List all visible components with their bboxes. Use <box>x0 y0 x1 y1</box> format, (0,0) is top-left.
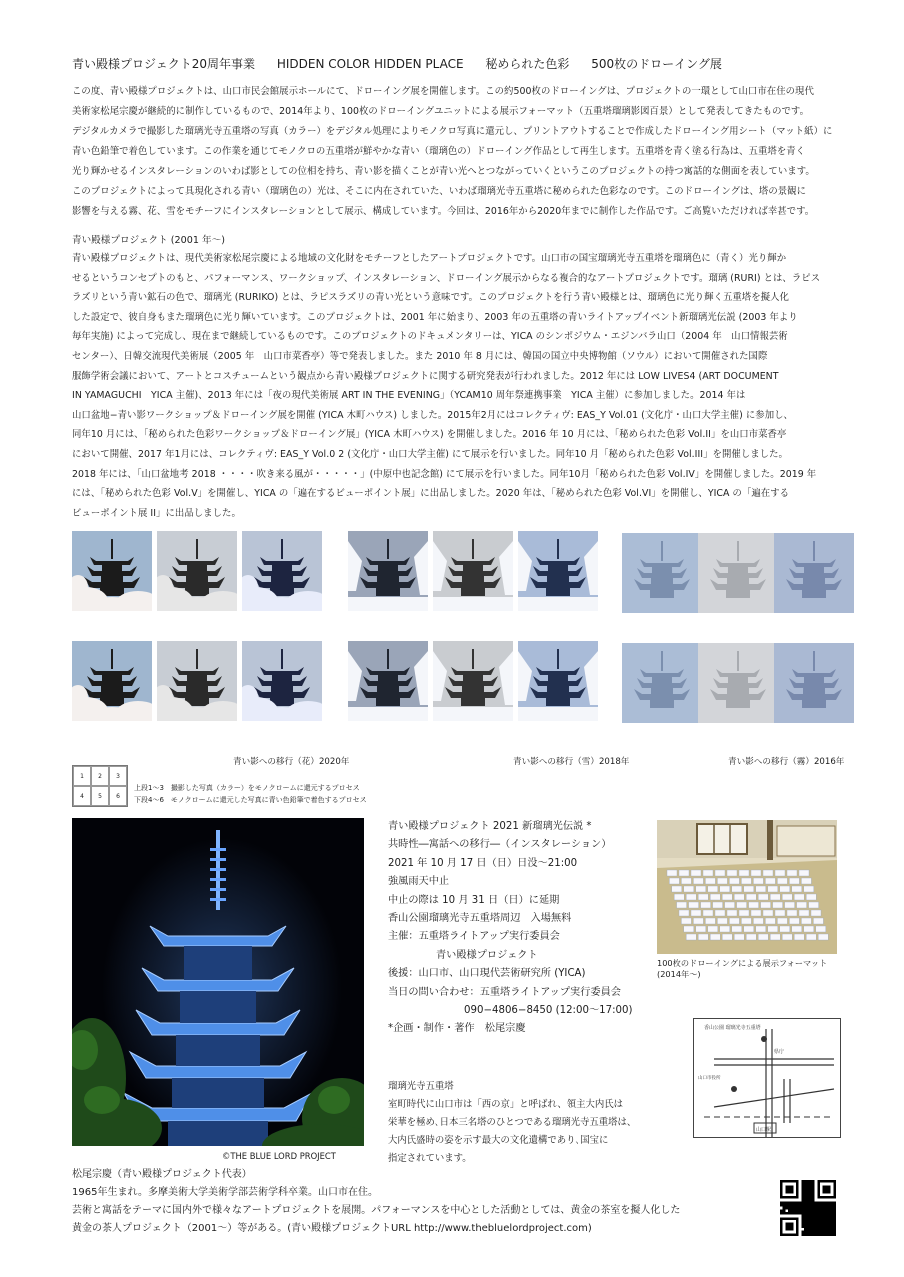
snow-photo-3 <box>518 531 598 611</box>
intro-line: デジタルカメラで撮影した瑠璃光寺五重塔の写真（カラー）をデジタル処理によりモノクロ写真に還元し、プリントアウトすることで作成したドローイング用シート（マット紙）に <box>72 126 833 137</box>
history-line: 毎年実施) によって完成し、現在まで継続しているものです。このプロジェクトのドキュメンタリーは、YICA のシンポジウム・エジンバラ山口（2004 年 山口情報芸術 <box>72 331 788 343</box>
history-line: 服飾学術会議において、アートとコスチュームという観点から青い殿様プロジェクトに関する研究発表が行われました。2012 年には LOW LIVES4 (ART DOCUMENT <box>72 370 779 382</box>
event-info <box>388 818 632 1039</box>
fog-photo-1 <box>622 533 702 613</box>
installation-caption <box>657 958 827 980</box>
flower-photo-4 <box>72 641 152 721</box>
history-line: ラズリという青い鉱石の色で、瑠璃光 (RURIKO) とは、ラピスラズリの青い光という意味です。このプロジェクトを行う青い殿様とは、瑠璃色に光り輝く五重塔を擬人化 <box>72 292 789 304</box>
caption-flower: 青い影への移行（花）2020年 <box>233 757 350 767</box>
installation-caption-line2: (2014年〜) <box>657 969 701 979</box>
event-contact: 当日の問い合わせ：五重塔ライトアップ実行委員会 <box>388 986 621 998</box>
intro-line: 美術家松尾宗慶が継続的に制作しているもので、2014年より、100枚のドローイングユニットによる展示フォーマット（五重塔瑠璃影図百景）として発表してきたものです。 <box>72 106 810 117</box>
bio-line: 芸術と寓話をテーマに国内外で様々なアートプロジェクトを展開。パフォーマンスを中心とした活動としては、黄金の茶室を擬人化した <box>72 1205 681 1216</box>
intro-line: 影響を与える霧、花、雪をモチーフにインスタレーションとして展示、構成しています。今回は、2016年から2020年までに制作した作品です。ご高覧いただければ幸甚です。 <box>72 206 815 217</box>
fog-photo-2 <box>698 533 778 613</box>
title-english: HIDDEN COLOR HIDDEN PLACE <box>276 57 464 71</box>
temple-heading: 瑠璃光寺五重塔 <box>388 1081 454 1092</box>
snow-photo-2 <box>433 531 513 611</box>
flower-photo-3 <box>242 531 322 611</box>
legend-cell: 6 <box>109 786 127 806</box>
temple-line: 大内氏盛時の姿を示す最大の文化遺構であり､国宝に <box>388 1135 609 1146</box>
event-credit: *企画・制作・著作 松尾宗慶 <box>388 1023 526 1035</box>
snow-photo-5 <box>433 641 513 721</box>
caption-snow: 青い影への移行（雪）2018年 <box>513 757 630 767</box>
artist-bio <box>72 1166 680 1238</box>
intro-line: 青い色鉛筆で着色しています。この作業を通じてモノクロの五重塔が鮮やかな青い（瑠璃色の）ドローイング作品として再生します。五重塔を青く塗る行為は、五重塔を青く <box>72 146 806 157</box>
history-line: IN YAMAGUCHI YICA 主催)、2013 年には「夜の現代美術展 ART IN THE EVENING」（YCAM10 周年祭連携事業 YICA 主催）に参加しました。2014 年は <box>72 390 746 402</box>
history-line: には、「秘められた色彩 Vol.V」を開催し、YICA の「遍在するビューポイント展」に出品しました。2020 年は、「秘められた色彩 Vol.VI」を開催し、YICA の「遍在する <box>72 488 790 500</box>
legend-cell: 3 <box>109 766 127 786</box>
legend-cell: 2 <box>91 766 109 786</box>
flower-photo-5 <box>157 641 237 721</box>
process-legend-grid <box>72 765 128 807</box>
flower-photo-1 <box>72 531 152 611</box>
history-line: センター）、日韓交流現代美術展（2005 年 山口市菜香亭）等で発表しました。また 2010 年 8 月には、韓国の国立中央博物館（ソウル）において開催された国際 <box>72 350 768 362</box>
history-line: した設定で、彼自身もまた瑠璃色に光り輝いています。このプロジェクトは、2001 年に始まり、2003 年の五重塔の青いライトアップイベント新瑠璃光伝説 (2003 年より <box>72 311 798 323</box>
history-line: において開催、2017 年1月には、コレクティヴ: EAS_Y Vol.0 2 (文化庁・山口大学主催) にて展示を行いました。同年10 月「秘められた色彩 Vol.III」を開催しました。 <box>72 448 788 460</box>
legend-cell: 1 <box>73 766 91 786</box>
snow-photo-1 <box>348 531 428 611</box>
caption-fog: 青い影への移行（霧）2016年 <box>728 757 845 767</box>
intro-line: このプロジェクトによって具現化される青い（瑠璃色の）光は、そこに内在されていた、いわば瑠璃光寺五重塔に秘められた色彩なのです。このドローイングは、塔の景観に <box>72 186 807 197</box>
event-line: 共時性―寓話への移行―（インスタレーション） <box>388 839 612 851</box>
map-label-temple: 香山公園 瑠璃光寺五重塔 <box>704 1025 761 1031</box>
night-pagoda-photo <box>72 818 364 1146</box>
event-sponsor: 後援：山口市、山口現代芸術研究所 (YICA) <box>388 968 586 980</box>
legend-notes <box>134 782 367 806</box>
event-line: 青い殿様プロジェクト 2021 新瑠璃光伝説 * <box>388 821 592 832</box>
history-line: 山口盆地−青い影ワークショップ＆ドローイング展を開催 (YICA 木町ハウス) しました。2015年2月にはコレクティヴ: EAS_Y Vol.01 (文化庁・山口大学主催) に参加し、 <box>72 409 793 421</box>
event-line: 中止の際は 10 月 31 日（日）に延期 <box>388 894 560 906</box>
history-line: 2018 年には、「山口盆地考 2018 ・・・・吹き来る風が・・・・・」(中原中也記念館) にて展示を行いました。同年10月「秘められた色彩 Vol.IV」を開催しました。2019 年 <box>72 468 817 480</box>
map-label-station: 山口駅 <box>756 1127 772 1133</box>
bio-line: 松尾宗慶（青い殿様プロジェクト代表） <box>72 1169 252 1180</box>
snow-photo-4 <box>348 641 428 721</box>
flower-photo-6 <box>242 641 322 721</box>
legend-note-top: 上段1〜3 撮影した写真（カラー）をモノクロームに還元するプロセス <box>134 784 360 792</box>
intro-line: 光り輝かせるインスタレーションのいわば影としての位相を持ち、青い影を描くことが青い光へとつながっていくというこのプロジェクトの持つ寓話的な側面を表しています。 <box>72 166 815 177</box>
map-label-office: 県庁 <box>774 1049 785 1055</box>
photo-credit: ©THE BLUE LORD PROJECT <box>222 1151 336 1161</box>
event-line: 強風雨天中止 <box>388 876 450 888</box>
fog-photo-3 <box>774 533 854 613</box>
installation-room-photo <box>657 820 837 954</box>
title-exhibition: 500枚のドローイング展 <box>591 57 722 71</box>
bio-line: 1965年生まれ。多摩美術大学美術学部芸術学科卒業。山口市在住。 <box>72 1187 379 1198</box>
history-line: 同年10 月には、「秘められた色彩ワークショップ＆ドローイング展」(YICA 木町ハウス) を開催しました。2016 年 10 月には、「秘められた色彩 Vol.II」を山口市菜香亭 <box>72 429 787 441</box>
map-label-city: 山口市役所 <box>698 1076 721 1081</box>
temple-description <box>388 1078 636 1168</box>
snow-photo-6 <box>518 641 598 721</box>
history-paragraph <box>72 249 842 523</box>
history-line: せるというコンセプトのもと、パフォーマンス、ワークショップ、インスタレーション、ドローイング展示からなる複合的なアートプロジェクトです。瑠璃 (RURI) とは、ラピス <box>72 272 821 284</box>
legend-note-bottom: 下段4〜6 モノクロームに還元した写真に青い色鉛筆で着色するプロセス <box>134 796 367 804</box>
temple-line: 室町時代に山口市は「西の京」と呼ばれ、領主大内氏は <box>388 1099 623 1110</box>
intro-line: この度、青い殿様プロジェクトは、山口市民会館展示ホールにて、ドローイング展を開催します。この約500枚のドローイングは、プロジェクトの一環として山口市在住の現代 <box>72 86 814 97</box>
bio-line: 黄金の茶人プロジェクト（2001〜）等がある。(青い殿様プロジェクトURL http://www.thebluelordproject.com) <box>72 1223 592 1234</box>
installation-caption-line1: 100枚のドローイングによる展示フォーマット <box>657 958 828 968</box>
temple-line: 指定されています。 <box>388 1153 472 1164</box>
flower-photo-2 <box>157 531 237 611</box>
history-line: ビューポイント展 II」に出品しました。 <box>72 507 241 519</box>
access-map <box>693 1018 841 1138</box>
fog-photo-5 <box>698 643 778 723</box>
history-line: 青い殿様プロジェクトは、現代美術家松尾宗慶による地域の文化財をモチーフとしたアートプロジェクトです。山口市の国宝瑠璃光寺五重塔を瑠璃色に（青く）光り輝か <box>72 253 787 264</box>
qr-code[interactable] <box>780 1180 836 1236</box>
legend-cell: 4 <box>73 786 91 806</box>
event-line: 香山公園瑠璃光寺五重塔周辺 入場無料 <box>388 913 572 925</box>
title-project: 青い殿様プロジェクト20周年事業 <box>72 57 256 71</box>
event-phone: 090−4806−8450 (12:00〜17:00) <box>464 1005 633 1017</box>
temple-line: 栄華を極め､日本三名塔のひとつである瑠璃光寺五重塔は、 <box>388 1117 637 1128</box>
page-title <box>72 55 740 72</box>
event-line: 2021 年 10 月 17 日（日）日没〜21:00 <box>388 857 578 869</box>
intro-paragraph <box>72 82 842 222</box>
event-line: 主催：五重塔ライトアップ実行委員会 <box>388 931 560 943</box>
temple-marker <box>761 1036 767 1042</box>
fog-photo-6 <box>774 643 854 723</box>
history-heading: 青い殿様プロジェクト (2001 年〜) <box>72 235 225 246</box>
title-japanese: 秘められた色彩 <box>485 57 570 71</box>
event-organizer-2: 青い殿様プロジェクト <box>436 949 538 961</box>
legend-cell: 5 <box>91 786 109 806</box>
fog-photo-4 <box>622 643 702 723</box>
